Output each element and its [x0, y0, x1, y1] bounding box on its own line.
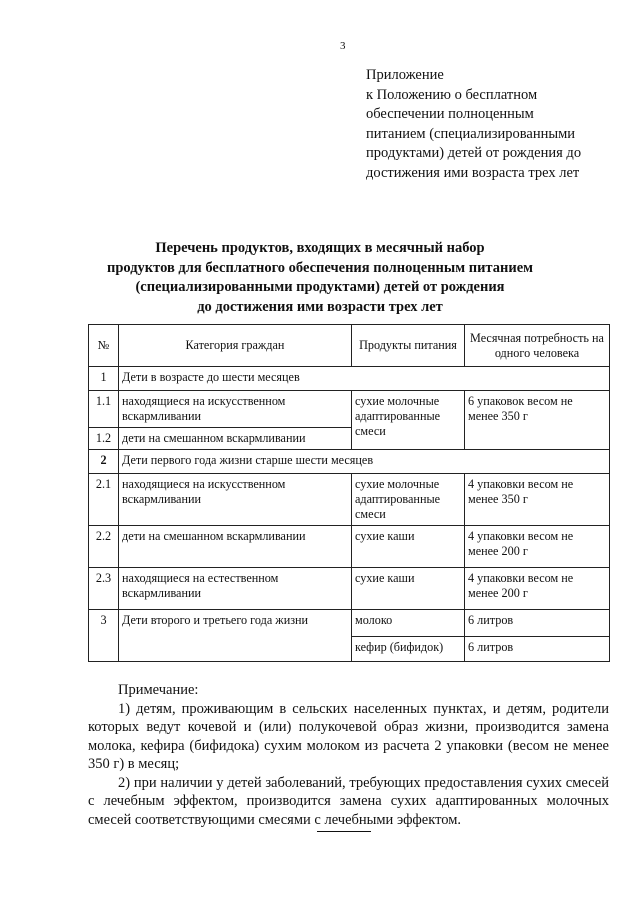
row-product: молоко [352, 610, 465, 637]
row-number: 3 [89, 610, 119, 662]
note-item: 2) при наличии у детей заболеваний, требующих предоставления сухих смесей с лечебным эффектом, производится замена сухих адаптированных молочных смесей соответствующими смесями с лечебными эффектом. [88, 774, 609, 828]
table-row [89, 391, 610, 428]
appendix-line: Приложение [366, 67, 444, 83]
row-product: сухие каши [352, 568, 465, 610]
page-number: 3 [340, 40, 346, 52]
header-monthly-need: Месячная потребность на одного человека [465, 325, 610, 367]
row-need: 4 упаковки весом не менее 350 г [465, 474, 610, 526]
appendix-line: продуктами) детей от рождения до [366, 145, 582, 161]
row-category: Дети второго и третьего года жизни [119, 610, 352, 662]
row-number: 2.1 [89, 474, 119, 526]
row-product: сухие молочные адаптированные смеси [352, 391, 465, 450]
row-need: 6 упаковок весом не менее 350 г [465, 391, 610, 450]
header-category: Категория граждан [119, 325, 352, 367]
group-number: 1 [89, 367, 119, 391]
row-category: находящиеся на искусственном вскармливании [119, 474, 352, 526]
row-need: 4 упаковки весом не менее 200 г [465, 526, 610, 568]
group-row [89, 367, 610, 391]
appendix-line: обеспечении полноценным [366, 106, 534, 122]
row-need: 6 литров [465, 610, 610, 637]
group-row [89, 450, 610, 474]
row-category: находящиеся на естественном вскармливании [119, 568, 352, 610]
table-row [89, 526, 610, 568]
row-category: находящиеся на искусственном вскармливании [119, 391, 352, 428]
document-title [80, 239, 560, 317]
row-number: 1.2 [89, 428, 119, 450]
row-need: 6 литров [465, 637, 610, 662]
table-row [89, 474, 610, 526]
row-number: 1.1 [89, 391, 119, 428]
title-line: (специализированными продуктами) детей от рождения [135, 279, 505, 295]
end-divider [317, 831, 371, 832]
table-header-row [89, 325, 610, 367]
row-product: кефир (бифидок) [352, 637, 465, 662]
appendix-line: к Положению о бесплатном [366, 86, 538, 103]
appendix-line: питанием (специализированными [366, 125, 576, 142]
note-section [88, 681, 609, 829]
table-row [89, 610, 610, 637]
title-line: до достижения ими возрасти трех лет [197, 298, 443, 315]
title-line: продуктов для бесплатного обеспечения полноценным питанием [106, 259, 534, 276]
row-category: дети на смешанном вскармливании [119, 428, 352, 450]
table-row [89, 568, 610, 610]
row-category: дети на смешанном вскармливании [119, 526, 352, 568]
row-product: сухие молочные адаптированные смеси [352, 474, 465, 526]
row-number: 2.3 [89, 568, 119, 610]
products-table [88, 324, 610, 662]
title-line: Перечень продуктов, входящих в месячный набор [155, 240, 485, 256]
group-label: Дети в возрасте до шести месяцев [119, 367, 610, 391]
header-products: Продукты питания [352, 325, 465, 367]
appendix-header [366, 66, 631, 183]
row-number: 2.2 [89, 526, 119, 568]
group-label: Дети первого года жизни старше шести месяцев [119, 450, 610, 474]
group-number: 2 [89, 450, 119, 474]
note-item: 1) детям, проживающим в сельских населенных пунктах, и детям, родители которых ведут кочевой и (или) полукочевой образ жизни, производится замена молока, кефира (бифидока) сухим молоком из расчета 2 упаковки (весом не менее 350 г) в месяц; [88, 700, 609, 772]
header-number: № [89, 325, 119, 367]
row-product: сухие каши [352, 526, 465, 568]
note-heading: Примечание: [118, 682, 199, 698]
appendix-line: достижения ими возраста трех лет [366, 164, 580, 181]
row-need: 4 упаковки весом не менее 200 г [465, 568, 610, 610]
